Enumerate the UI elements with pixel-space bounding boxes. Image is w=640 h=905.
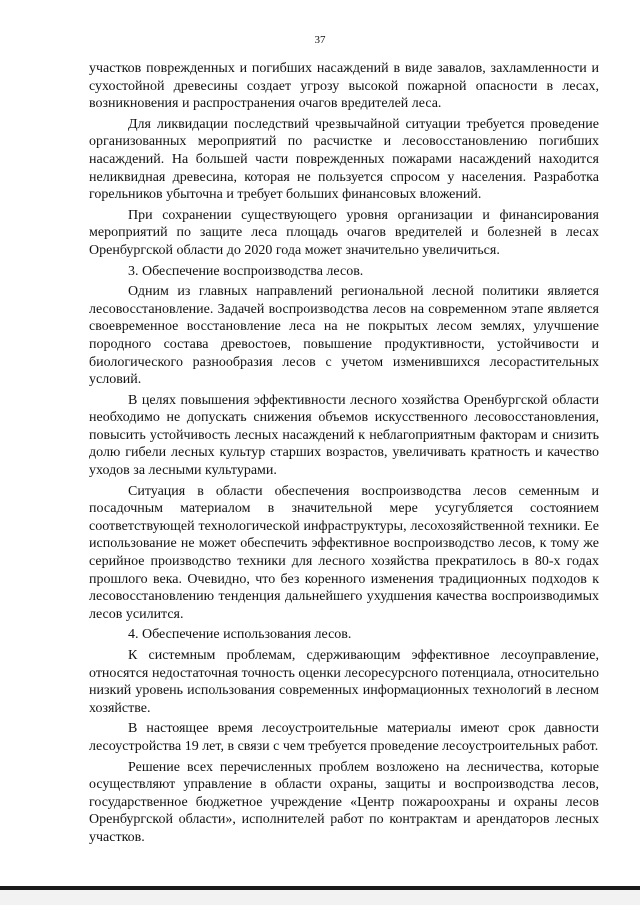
paragraph-7: К системным проблемам, сдерживающим эффективное лесоуправление, относятся недостаточная точность оценки лесоресурсного потенциала, относительно низкий уровень использования современных информационных технологий в лесном хозяйстве. — [89, 648, 599, 716]
paragraph-1: участков поврежденных и погибших насаждений в виде завалов, захламленности и сухостойной древесины создает угрозу высокой пожарной опасности в лесах, возникновения и распространения очагов вредителей леса. — [89, 61, 599, 112]
page-number: 37 — [314, 34, 326, 46]
paragraph-6: Ситуация в области обеспечения воспроизводства лесов семенным и посадочным материалом в значительной мере усугубляется состоянием соответствующей технологической инфраструктуры, лесохозяйственной техники. Ее использование не может обеспечить эффективное воспроизводство лесов, к тому же серийное производство техники для лесного хозяйства прекратилось в 80-х годах прошлого века. Очевидно, что без коренного изменения традиционных подходов к лесовосстановлению тенденция дальнейшего ухудшения качества воспроизводимых лесов усилится. — [89, 483, 599, 622]
paragraph-4: Одним из главных направлений региональной лесной политики является лесовосстановление. Задачей воспроизводства лесов на современном этапе является своевременное восстановление леса на не покрытых лесом землях, улучшение породного состава древостоев, повышение продуктивности, устойчивости и биологического разнообразия лесов с учетом изменившихся лесорастительных условий. — [89, 284, 599, 388]
paragraph-3: При сохранении существующего уровня организации и финансирования мероприятий по защите леса площадь очагов вредителей и болезней в лесах Оренбургской области до 2020 года может значительно увеличиться. — [89, 207, 599, 258]
paragraph-2: Для ликвидации последствий чрезвычайной ситуации требуется проведение организованных мероприятий по расчистке и лесовосстановлению погибших насаждений. На большей части поврежденных пожарами насаждений находится неликвидная древесина, которая не пользуется спросом у населения. Разработка горельников убыточна и требует больших финансовых вложений. — [89, 116, 599, 203]
scan-bottom-margin — [0, 890, 640, 905]
paragraph-9: Решение всех перечисленных проблем возложено на лесничества, которые осуществляют управление в области охраны, защиты и воспроизводства лесов, государственное бюджетное учреждение «Центр пожароохраны и охраны лесов Оренбургской области», исполнителей работ по контрактам и арендаторов лесных участков. — [89, 759, 599, 845]
paragraph-8: В настоящее время лесоустроительные материалы имеют срок давности лесоустройства 19 лет, в связи с чем требуется проведение лесоустроительных работ. — [89, 721, 599, 754]
section-heading-3: 3. Обеспечение воспроизводства лесов. — [128, 263, 364, 279]
paragraph-5: В целях повышения эффективности лесного хозяйства Оренбургской области необходимо не допускать снижения объемов искусственного лесовосстановления, повысить устойчивость лесных насаждений к неблагоприятным факторам и снизить долю гибели лесных культур старших возрастов, увеличивать кратность и качество уходов за лесными культурами. — [89, 392, 599, 479]
document-body — [89, 60, 599, 850]
section-heading-4: 4. Обеспечение использования лесов. — [128, 627, 352, 643]
